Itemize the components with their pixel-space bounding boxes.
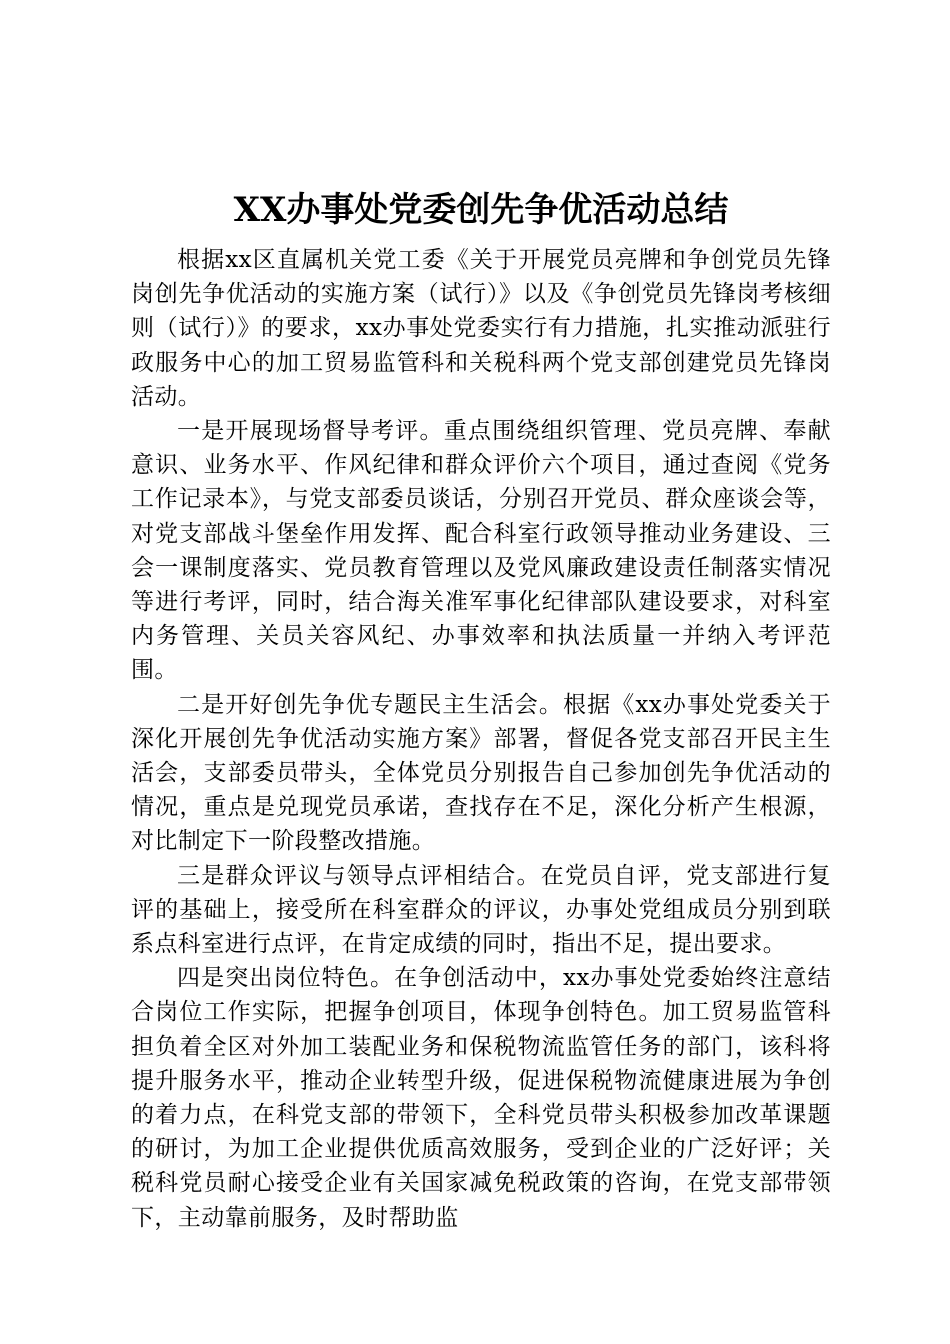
- paragraph-point-3: 三是群众评议与领导点评相结合。在党员自评，党支部进行复评的基础上，接受所在科室群众的评议，办事处党组成员分别到联系点科室进行点评，在肯定成绩的同时，指出不足，提出要求。: [131, 862, 831, 958]
- document-title: XX办事处党委创先争优活动总结: [233, 190, 729, 230]
- paragraph-point-1: 一是开展现场督导考评。重点围绕组织管理、党员亮牌、奉献意识、业务水平、作风纪律和群众评价六个项目，通过查阅《党务工作记录本》，与党支部委员谈话，分别召开党员、群众座谈会等，对党支部战斗堡垒作用发挥、配合科室行政领导推动业务建设、三会一课制度落实、党员教育管理以及党风廉政建设责任制落实情况等进行考评，同时，结合海关准军事化纪律部队建设要求，对科室内务管理、关员关容风纪、办事效率和执法质量一并纳入考评范围。: [131, 418, 831, 684]
- paragraph-point-4: 四是突出岗位特色。在争创活动中，xx办事处党委始终注意结合岗位工作实际，把握争创项目，体现争创特色。加工贸易监管科担负着全区对外加工装配业务和保税物流监管任务的部门，该科将提升服务水平，推动企业转型升级，促进保税物流健康进展为争创的着力点，在科党支部的带领下，全科党员带头积极参加改革课题的研讨，为加工企业提供优质高效服务，受到企业的广泛好评；关税科党员耐心接受企业有关国家减免税政策的咨询，在党支部带领下，主动靠前服务，及时帮助监: [131, 965, 831, 1231]
- paragraph-intro: 根据xx区直属机关党工委《关于开展党员亮牌和争创党员先锋岗创先争优活动的实施方案（试行）》以及《争创党员先锋岗考核细则（试行）》的要求，xx办事处党委实行有力措施，扎实推动派驻行政服务中心的加工贸易监管科和关税科两个党支部创建党员先锋岗活动。: [131, 247, 831, 410]
- paragraph-point-2: 二是开好创先争优专题民主生活会。根据《xx办事处党委关于深化开展创先争优活动实施方案》部署，督促各党支部召开民主生活会，支部委员带头，全体党员分别报告自己参加创先争优活动的情况，重点是兑现党员承诺，查找存在不足，深化分析产生根源，对比制定下一阶段整改措施。: [131, 691, 831, 855]
- document-page: [131, 183, 831, 1235]
